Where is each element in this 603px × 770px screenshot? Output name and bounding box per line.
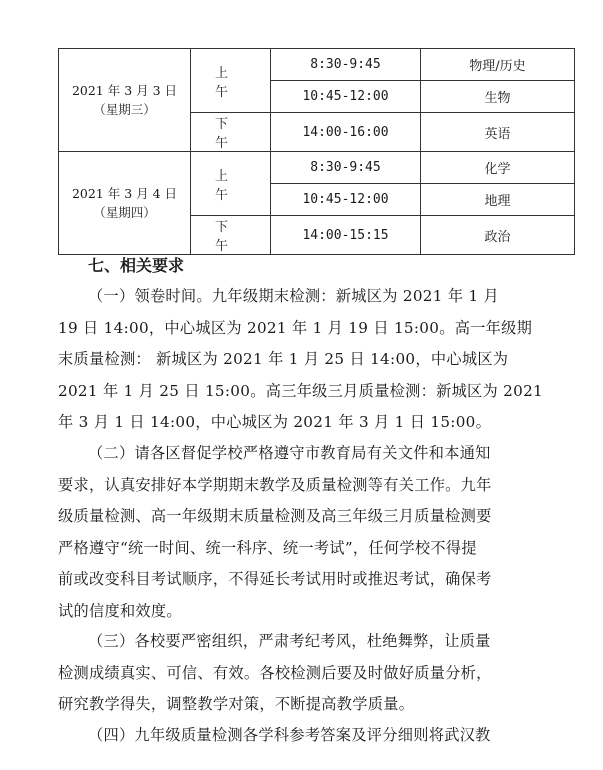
paragraph-1 (58, 281, 558, 439)
time-cell: 8:30-9:45 (271, 49, 421, 81)
time-cell: 10:45-12:00 (271, 184, 421, 216)
half-day-cell: 上 午 (191, 49, 271, 113)
subject-cell: 物理/历史 (421, 49, 575, 81)
time-cell: 14:00-16:00 (271, 113, 421, 152)
subject-cell: 化学 (421, 152, 575, 184)
paragraph-line: 严格遵守“统一时间、统一科序、统一考试”，任何学校不得提 (58, 538, 477, 557)
paragraph-line: 研究教学得失，调整教学对策，不断提高教学质量。 (58, 695, 415, 713)
weekday-text: （星期三） (93, 102, 156, 117)
paragraph-line: 级质量检测、高一年级期末质量检测及高三年级三月质量检测要 (58, 507, 492, 525)
time-cell: 10:45-12:00 (271, 81, 421, 113)
paragraph-line: 年 3 月 1 日 14:00，中心城区为 2021 年 3 月 1 日 15:00。 (58, 413, 492, 431)
date-text: 2021 年 3 月 3 日 (71, 83, 178, 98)
weekday-text: （星期四） (93, 205, 156, 220)
paragraph-line: 19 日 14:00，中心城区为 2021 年 1 月 19 日 15:00。高一年级期 (58, 318, 533, 337)
paragraph-line: （一）领卷时间。九年级期末检测：新城区为 2021 年 1 月 (88, 287, 500, 305)
half-day-cell: 下 午 (191, 113, 271, 152)
paragraph-line: （四）九年级质量检测各学科参考答案及评分细则将武汉教 (88, 726, 491, 744)
table-row (59, 152, 575, 184)
section-heading: 七、相关要求 (88, 256, 185, 275)
date-cell (59, 49, 191, 152)
paragraph-4 (58, 720, 558, 752)
date-text: 2021 年 3 月 4 日 (71, 186, 178, 201)
table-row (59, 49, 575, 81)
paragraph-3 (58, 626, 558, 721)
exam-schedule-table (58, 48, 575, 255)
paragraph-line: 末质量检测： 新城区为 2021 年 1 月 25 日 14:00，中心城区为 (58, 350, 509, 368)
subject-cell: 英语 (421, 113, 575, 152)
paragraph-line: 要求，认真安排好本学期期末教学及质量检测等有关工作。九年 (58, 475, 492, 494)
paragraph-line: （三）各校要严密组织，严肃考纪考风，杜绝舞弊，让质量 (88, 632, 491, 650)
subject-cell: 地理 (421, 184, 575, 216)
paragraph-2 (58, 438, 558, 627)
half-day-cell: 下 午 (191, 216, 271, 255)
paragraph-line: 前或改变科目考试顺序，不得延长考试用时或推迟考试，确保考 (58, 570, 492, 588)
date-cell (59, 152, 191, 255)
paragraph-line: 2021 年 1 月 25 日 15:00。高三年级三月质量检测：新城区为 2021 (58, 381, 544, 400)
subject-cell: 生物 (421, 81, 575, 113)
paragraph-line: 试的信度和效度。 (58, 601, 182, 620)
paragraph-line: 检测成绩真实、可信、有效。各校检测后要及时做好质量分析， (58, 663, 492, 682)
paragraph-line: （二）请各区督促学校严格遵守市教育局有关文件和本通知 (88, 444, 491, 462)
time-cell: 14:00-15:15 (271, 216, 421, 255)
half-day-cell: 上 午 (191, 152, 271, 216)
time-cell: 8:30-9:45 (271, 152, 421, 184)
subject-cell: 政治 (421, 216, 575, 255)
